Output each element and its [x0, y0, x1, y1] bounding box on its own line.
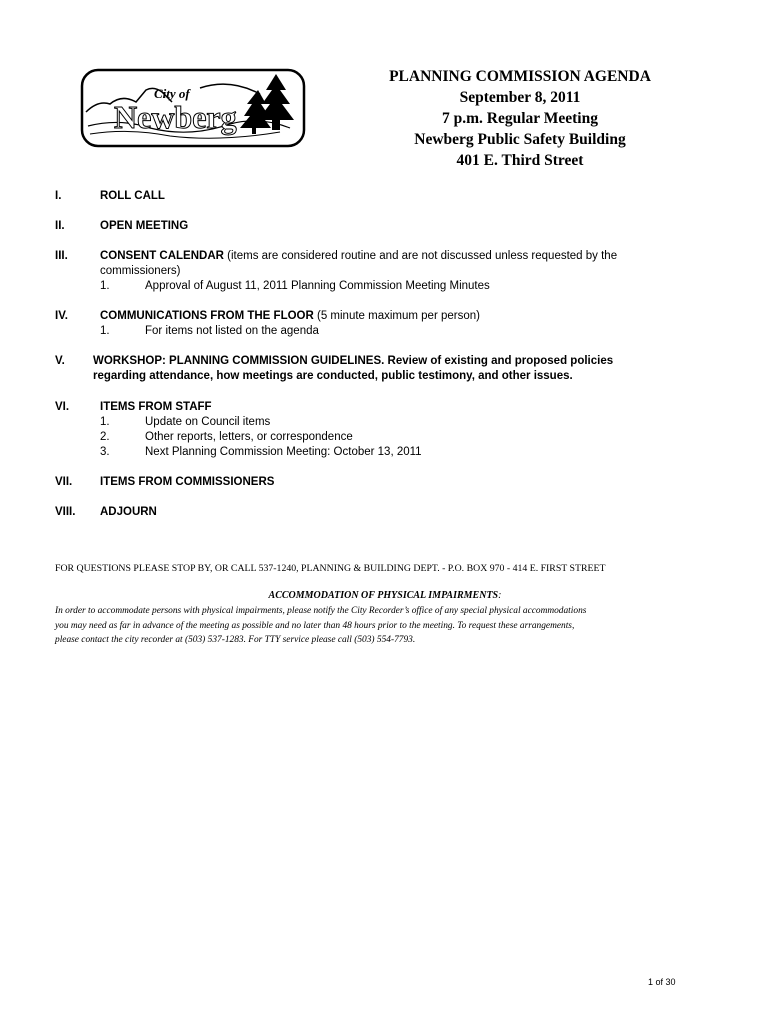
questions-contact-line: FOR QUESTIONS PLEASE STOP BY, OR CALL 537-1240, PLANNING & BUILDING DEPT. - P.O. BOX 970 - 414 E. FIRST STREET [55, 563, 606, 574]
meeting-address: 401 E. Third Street [456, 152, 584, 169]
accommodation-text: In order to accommodate persons with physical impairments, please notify the City Recorder’s office of any special physical accommodations you may need as far in advance of the meeting as possible and no later than 48 hours prior to the meeting. To request these arrangements, please contact the city recorder at (503) 537-1283. For TTY service please call (503) 554-7793. [55, 606, 587, 645]
item-title: ROLL CALL [100, 190, 165, 202]
agenda-item-adjourn [55, 505, 695, 520]
item-title: ITEMS FROM STAFF [100, 401, 212, 413]
item-number: VI. [55, 401, 70, 413]
item-number: V. [55, 355, 65, 367]
agenda-item-items-from-staff [55, 400, 695, 460]
sub-item: 1. Approval of August 11, 2011 Planning Commission Meeting Minutes [100, 280, 490, 292]
sub-item: 1. Update on Council items [100, 416, 271, 428]
item-number: III. [55, 250, 68, 262]
item-note-cont: commissioners) [100, 265, 181, 277]
item-title: COMMUNICATIONS FROM THE FLOOR [100, 310, 314, 322]
item-number: VIII. [55, 506, 76, 518]
agenda-item-workshop [55, 354, 695, 384]
city-of-newberg-logo [80, 68, 306, 148]
meeting-time: 7 p.m. Regular Meeting [442, 110, 598, 127]
agenda-item-commissioners [55, 475, 695, 490]
agenda-header [350, 66, 690, 171]
item-number: VII. [55, 476, 73, 488]
item-number: I. [55, 190, 62, 202]
agenda-item-open-meeting [55, 219, 695, 234]
meeting-date: September 8, 2011 [459, 89, 581, 106]
item-note: (items are considered routine and are not discussed unless requested by the [223, 250, 618, 262]
meeting-venue: Newberg Public Safety Building [414, 131, 626, 148]
logo-big-text: Newberg [114, 99, 237, 135]
item-number: IV. [55, 310, 69, 322]
item-title: CONSENT CALENDAR [100, 250, 224, 262]
accommodation-heading: ACCOMMODATION OF PHYSICAL IMPAIRMENTS: [268, 590, 502, 601]
sub-item: 3. Next Planning Commission Meeting: October 13, 2011 [100, 446, 422, 458]
item-title: WORKSHOP: PLANNING COMMISSION GUIDELINES. Review of existing and proposed policies [93, 355, 614, 367]
agenda-title: PLANNING COMMISSION AGENDA [389, 68, 651, 85]
agenda-item-roll-call [55, 189, 695, 204]
sub-item: 2. Other reports, letters, or correspondence [100, 431, 353, 443]
item-note: (5 minute maximum per person) [313, 310, 480, 322]
item-title: OPEN MEETING [100, 220, 189, 232]
item-number: II. [55, 220, 65, 232]
sub-item: 1. For items not listed on the agenda [100, 325, 319, 337]
logo-small-text: City of [154, 86, 190, 101]
page-number: 1 of 30 [648, 977, 676, 987]
agenda-item-communications [55, 309, 695, 339]
item-title: ADJOURN [100, 506, 157, 518]
agenda-item-consent-calendar [55, 249, 695, 294]
item-title-cont: regarding attendance, how meetings are conducted, public testimony, and other issues. [93, 370, 573, 382]
item-title: ITEMS FROM COMMISSIONERS [100, 476, 275, 488]
